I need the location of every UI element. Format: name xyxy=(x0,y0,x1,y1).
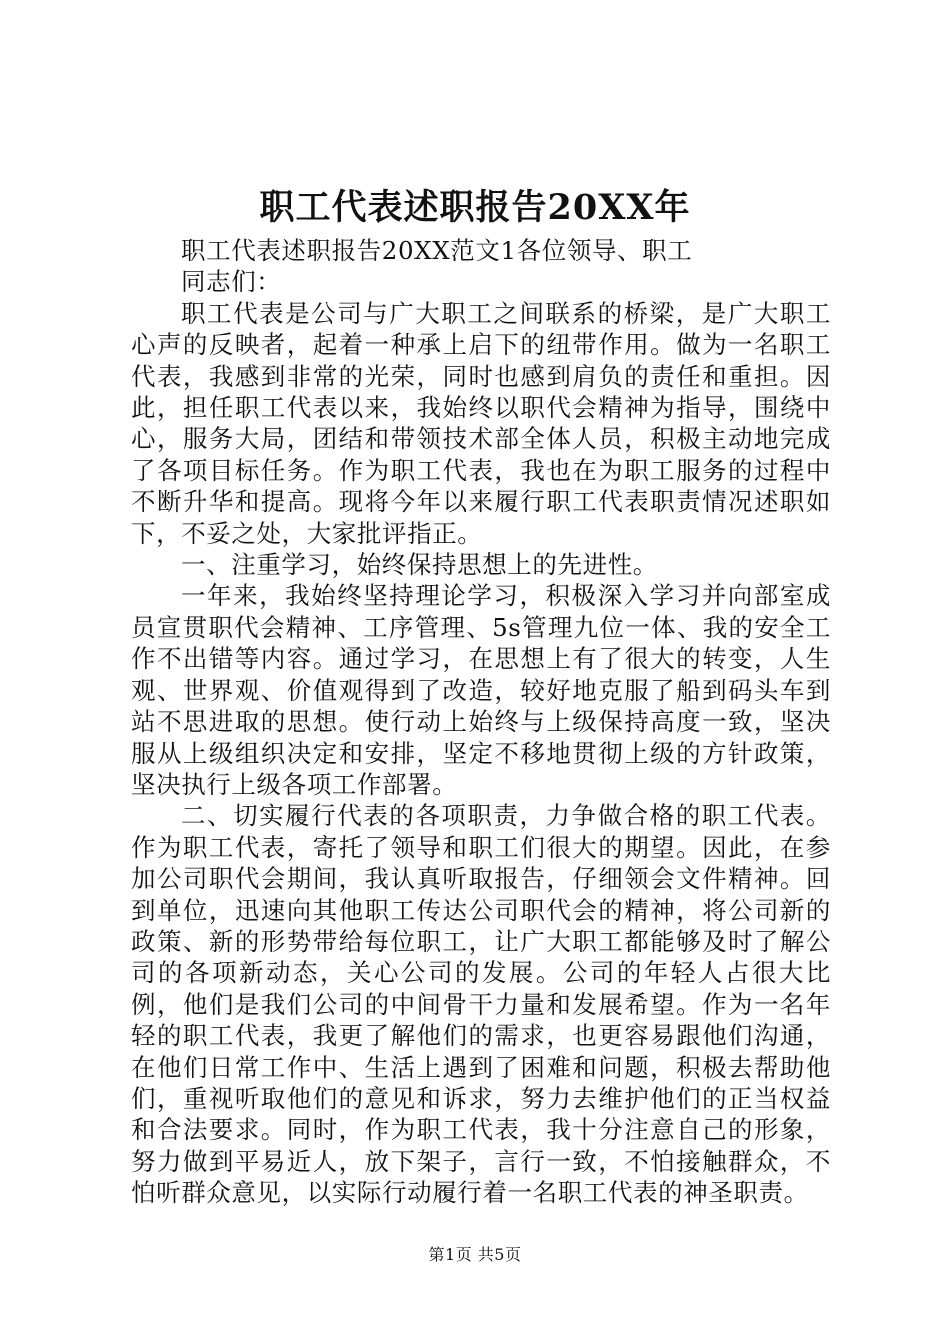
paragraph-intro: 职工代表是公司与广大职工之间联系的桥梁，是广大职工心声的反映者，起着一种承上启下的纽带作用。做为一名职工代表，我感到非常的光荣，同时也感到肩负的责任和重担。因此，担任职工代表以来，我始终以职代会精神为指导，围绕中心，服务大局，团结和带领技术部全体人员，积极主动地完成了各项目标任务。作为职工代表，我也在为职工服务的过程中不断升华和提高。现将今年以来履行职工代表职责情况述职如下，不妥之处，大家批评指正。 xyxy=(131,298,831,548)
section-heading-1: 一、注重学习，始终保持思想上的先进性。 xyxy=(181,550,658,580)
document-body xyxy=(131,235,831,1209)
greeting-line-2: 同志们： xyxy=(181,267,282,297)
paragraph-duties: 二、切实履行代表的各项职责，力争做合格的职工代表。作为职工代表，寄托了领导和职工们很大的期望。因此，在参加公司职代会期间，我认真听取报告，仔细领会文件精神。回到单位，迅速向其他职工传达公司职代会的精神，将公司新的政策、新的形势带给每位职工，让广大职工都能够及时了解公司的各项新动态，关心公司的发展。公司的年轻人占很大比例，他们是我们公司的中间骨干力量和发展希望。作为一名年轻的职工代表，我更了解他们的需求，也更容易跟他们沟通，在他们日常工作中、生活上遇到了困难和问题，积极去帮助他们，重视听取他们的意见和诉求，努力去维护他们的正当权益和合法要求。同时，作为职工代表，我十分注意自己的形象，努力做到平易近人，放下架子，言行一致，不怕接触群众，不怕听群众意见，以实际行动履行着一名职工代表的神圣职责。 xyxy=(131,801,831,1208)
greeting-line-1: 职工代表述职报告20XX范文1各位领导、职工 xyxy=(181,236,693,265)
paragraph-study: 一年来，我始终坚持理论学习，积极深入学习并向部室成员宣贯职代会精神、工序管理、5s管理九位一体、我的安全工作不出错等内容。通过学习，在思想上有了很大的转变，人生观、世界观、价值观得到了改造，较好地克服了船到码头车到站不思进取的思想。使行动上始终与上级保持高度一致，坚决服从上级组织决定和安排，坚定不移地贯彻上级的方针政策，坚决执行上级各项工作部署。 xyxy=(131,581,831,799)
page-footer: 第1页 共5页 xyxy=(428,1245,522,1264)
greeting xyxy=(131,235,831,298)
document-title: 职工代表述职报告20XX年 xyxy=(259,187,691,228)
